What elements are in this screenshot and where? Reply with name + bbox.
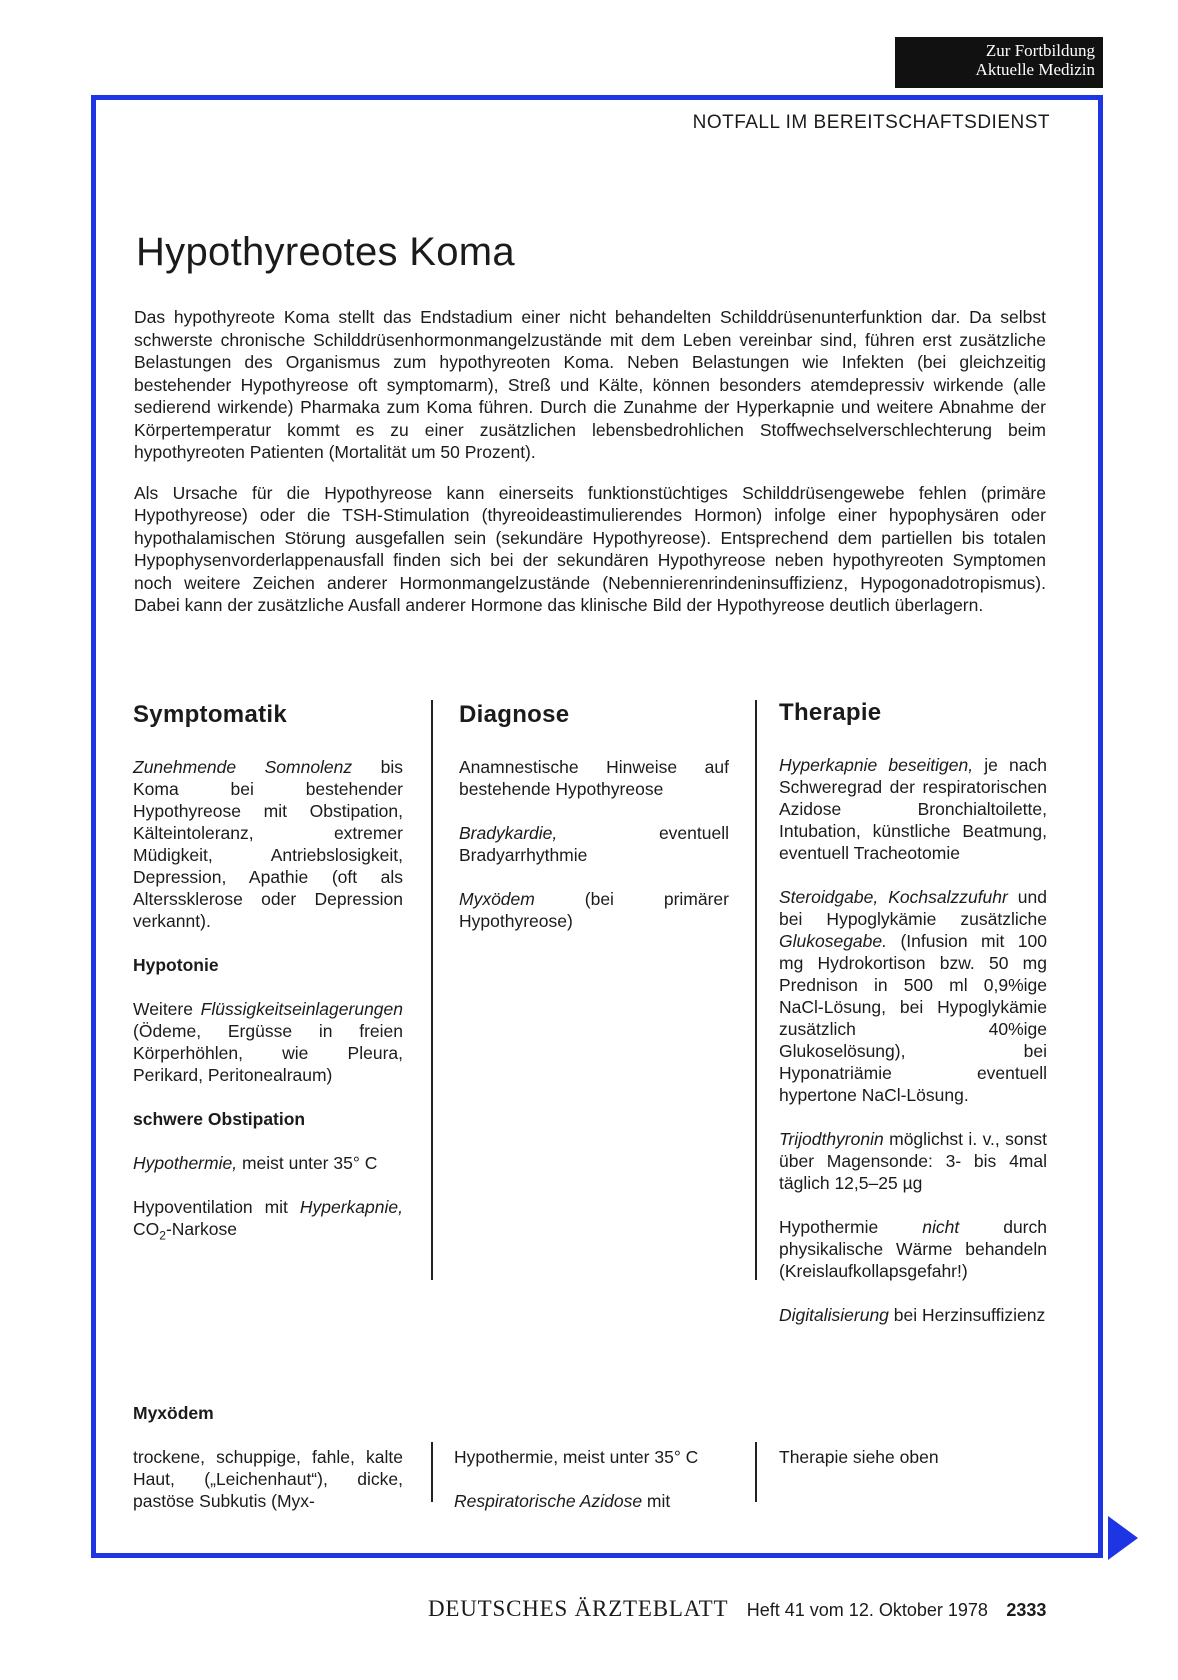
column-therapie [779, 698, 1047, 1348]
column-diagnose [459, 700, 729, 954]
journal-name: DEUTSCHES ÄRZTEBLATT [428, 1596, 729, 1621]
column-divider-2 [755, 700, 757, 1280]
section-tag-line-2: Aktuelle Medizin [975, 60, 1095, 79]
column-symptomatik [133, 700, 403, 1269]
section-tag [895, 37, 1103, 88]
heading-diagnose: Diagnose [459, 701, 570, 728]
heading-symptomatik: Symptomatik [133, 701, 288, 728]
therapie-paragraph-3: Trijodthyronin möglichst i. v., sonst über Magensonde: 3- bis 4mal täglich 12,5–25 µg [779, 1129, 1047, 1193]
article-title: Hypothyreotes Koma [136, 230, 515, 274]
symptom-paragraph-5: trockene, schuppige, fahle, kalte Haut, („Leichenhaut“), dicke, pastöse Subkutis (Myx- [133, 1447, 403, 1511]
heading-therapie: Therapie [779, 699, 882, 726]
continue-arrow-icon [1108, 1516, 1138, 1560]
intro-text [134, 306, 1046, 635]
subheading-obstipation: schwere Obstipation [133, 1109, 306, 1129]
therapie-paragraph-2: Steroidgabe, Kochsalzzufuhr und bei Hypoglykämie zusätzliche Glukosegabe. (Infusion mit 100 mg Hydrokortison bzw. 50 mg Prednison in 500 ml 0,9%ige NaCl-Lösung, bei Hypoglykämie zusätzlich 40%ige Glukoselösung), bei Hyponatriämie eventuell hypertone NaCl-Lösung. [779, 887, 1047, 1105]
diagnose-bottom [454, 1446, 730, 1512]
diagnose-bottom-line-2: Respiratorische Azidose mit [454, 1491, 671, 1511]
therapie-paragraph-4: Hypothermie nicht durch physikalische Wärme behandeln (Kreislaufkollapsgefahr!) [779, 1217, 1047, 1281]
symptom-paragraph-4: Hypoventilation mit Hyperkapnie, $CO_2$-Narkose [133, 1197, 403, 1243]
symptom-paragraph-1: Zunehmende Somnolenz bis Koma bei bestehender Hypothyreose mit Obstipation, Kälteintoleranz, extremer Müdigkeit, Antriebslosigkeit, Depression, Apathie (oft als Alterssklerose oder Depression verkannt). [133, 757, 403, 931]
therapie-paragraph-5: Digitalisierung bei Herzinsuffizienz [779, 1305, 1046, 1325]
column-divider-2-bottom [755, 1442, 757, 1502]
section-tag-line-1: Zur Fortbildung [985, 41, 1095, 60]
subheading-hypotonie: Hypotonie [133, 955, 219, 975]
therapie-bottom: Therapie siehe oben [779, 1447, 939, 1467]
therapie-paragraph-1: Hyperkapnie beseitigen, je nach Schweregrad der respiratorischen Azidose Bronchialtoilette, Intubation, künstliche Beatmung, eventuell Tracheotomie [779, 755, 1047, 863]
subheading-myxoedem: Myxödem [133, 1403, 214, 1423]
column-divider-1 [431, 700, 433, 1280]
page-footer [428, 1596, 1092, 1622]
column-divider-1-bottom [431, 1442, 433, 1502]
intro-paragraph-1: Das hypothyreote Koma stellt das Endstadium einer nicht behandelten Schilddrüsenunterfunktion dar. Da selbst schwerste chronische Schilddrüsenhormonmangelzustände mit dem Leben vereinbar sind, führen erst zusätzliche Belastungen des Organismus zum hypothyreoten Koma. Neben Belastungen wie Infekten (bei gleichzeitig bestehender Hypothyreose oft symptomarm), Streß und Kälte, können besonders atemdepressiv wirkende (alle sedierend wirkende) Pharmaka zum Koma führen. Durch die Zunahme der Hyperkapnie und weitere Abnahme der Körpertemperatur kommt es zu einer zusätzlichen lebensbedrohlichen Stoffwechselverschlechterung beim hypothyreoten Patienten (Mortalität um 50 Prozent). [134, 307, 1046, 462]
issue-info: Heft 41 vom 12. Oktober 1978 [746, 1600, 988, 1620]
diagnose-bottom-line-1: Hypothermie, meist unter 35° C [454, 1447, 699, 1467]
diagnose-paragraph-3: Myxödem (bei primärer Hypothyreose) [459, 889, 729, 931]
intro-paragraph-2: Als Ursache für die Hypothyreose kann einerseits funktionstüchtiges Schilddrüsengewebe fehlen (primäre Hypothyreose) oder die TSH-Stimulation (thyreoideastimulierendes Hormon) infolge einer hypophysären oder hypothalamischen Störung ausgefallen sein (sekundäre Hypothyreose). Entsprechend dem partiellen bis totalen Hypophysenvorderlappenausfall finden sich bei der sekundären Hypothyreose neben hypothyreoten Symptomen noch weitere Zeichen anderer Hormonmangelzustände (Nebennierenrindeninsuffizienz, Hypogonadotropismus). Dabei kann der zusätzliche Ausfall anderer Hormone das klinische Bild der Hypothyreose deutlich überlagern. [134, 482, 1046, 615]
symptom-paragraph-3: Hypothermie, meist unter 35° C [133, 1153, 378, 1173]
diagnose-paragraph-1: Anamnestische Hinweise auf bestehende Hypothyreose [459, 757, 729, 799]
symptom-paragraph-2: Weitere Flüssigkeitseinlagerungen (Ödeme, Ergüsse in freien Körperhöhlen, wie Pleura, Perikard, Peritonealraum) [133, 999, 403, 1085]
page-number: 2333 [1006, 1600, 1047, 1620]
kicker: NOTFALL IM BEREITSCHAFTSDIENST [692, 112, 1050, 133]
diagnose-paragraph-2: Bradykardie, eventuell Bradyarrhythmie [459, 823, 729, 865]
